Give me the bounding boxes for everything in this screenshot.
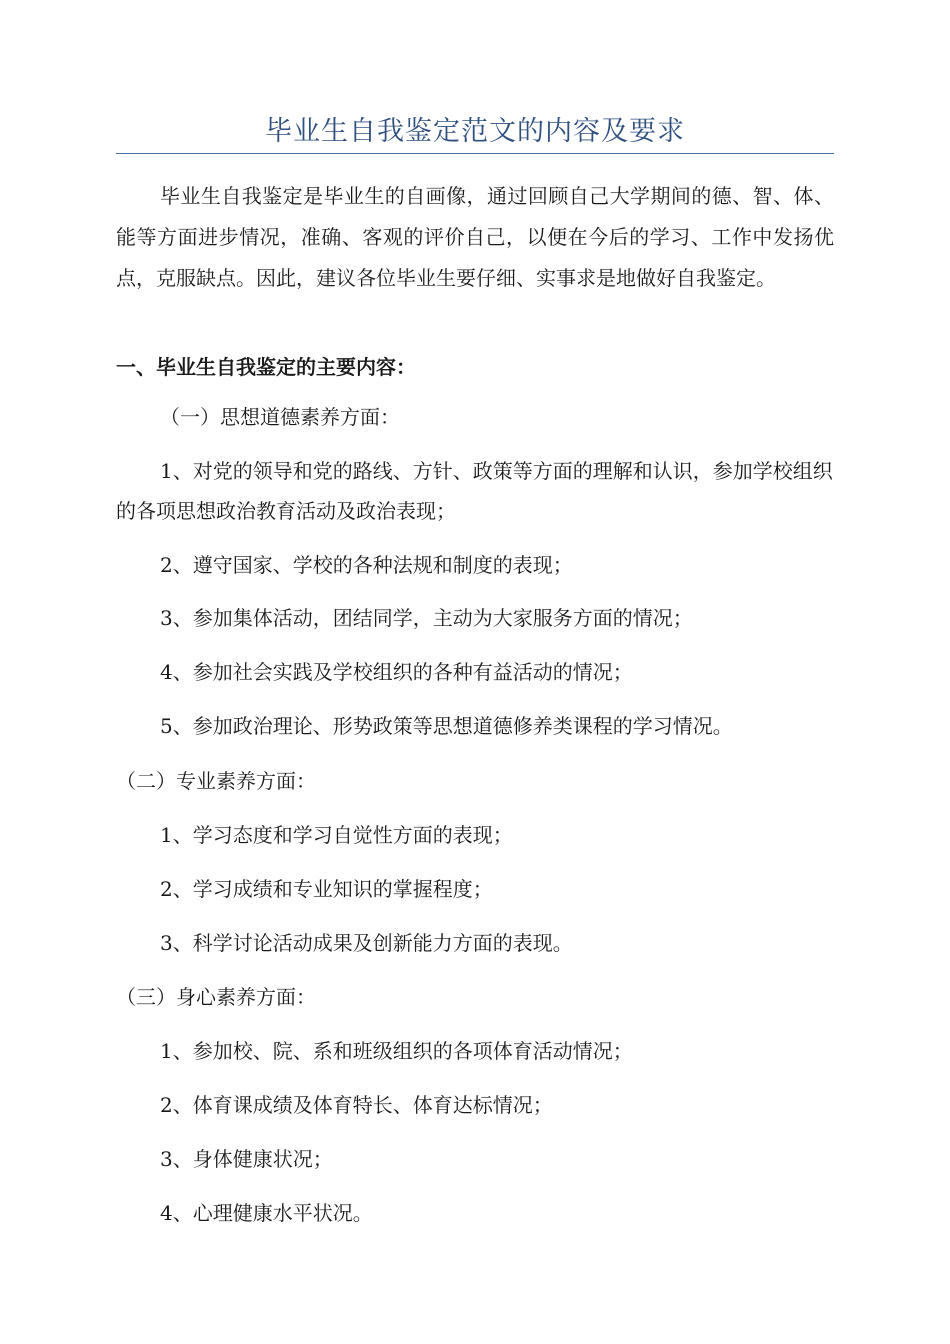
- list-item: 3、科学讨论活动成果及创新能力方面的表现。: [160, 931, 573, 955]
- list-item: 3、身体健康状况；: [160, 1147, 333, 1171]
- subsection-heading-moral: （一）思想道德素养方面：: [160, 405, 400, 429]
- section-heading: 一、毕业生自我鉴定的主要内容：: [116, 355, 416, 379]
- title-underline: [116, 153, 834, 154]
- list-item: 3、参加集体活动，团结同学，主动为大家服务方面的情况；: [160, 606, 693, 630]
- list-item: 2、学习成绩和专业知识的掌握程度；: [160, 877, 493, 901]
- list-item: 1、对党的领导和党的路线、方针、政策等方面的理解和认识，参加学校组织的各项思想政治教育活动及政治表现；: [116, 459, 833, 523]
- list-item: 1、学习态度和学习自觉性方面的表现；: [160, 823, 513, 847]
- list-item: 4、参加社会实践及学校组织的各种有益活动的情况；: [160, 660, 633, 684]
- list-item: 1、参加校、院、系和班级组织的各项体育活动情况；: [160, 1039, 633, 1063]
- list-item: 4、心理健康水平状况。: [160, 1201, 373, 1225]
- list-item: 2、遵守国家、学校的各种法规和制度的表现；: [160, 553, 573, 577]
- list-item: 5、参加政治理论、形势政策等思想道德修养类课程的学习情况。: [160, 714, 733, 738]
- document-title: 毕业生自我鉴定范文的内容及要求: [265, 116, 685, 147]
- intro-paragraph: 毕业生自我鉴定是毕业生的自画像，通过回顾自己大学期间的德、智、体、能等方面进步情况，准确、客观的评价自己，以便在今后的学习、工作中发扬优点，克服缺点。因此，建议各位毕业生要仔细、实事求是地做好自我鉴定。: [116, 184, 834, 290]
- subsection-heading-physical-mental: （三）身心素养方面：: [116, 985, 316, 1009]
- subsection-heading-professional: （二）专业素养方面：: [116, 769, 316, 793]
- list-item: 2、体育课成绩及体育特长、体育达标情况；: [160, 1093, 553, 1117]
